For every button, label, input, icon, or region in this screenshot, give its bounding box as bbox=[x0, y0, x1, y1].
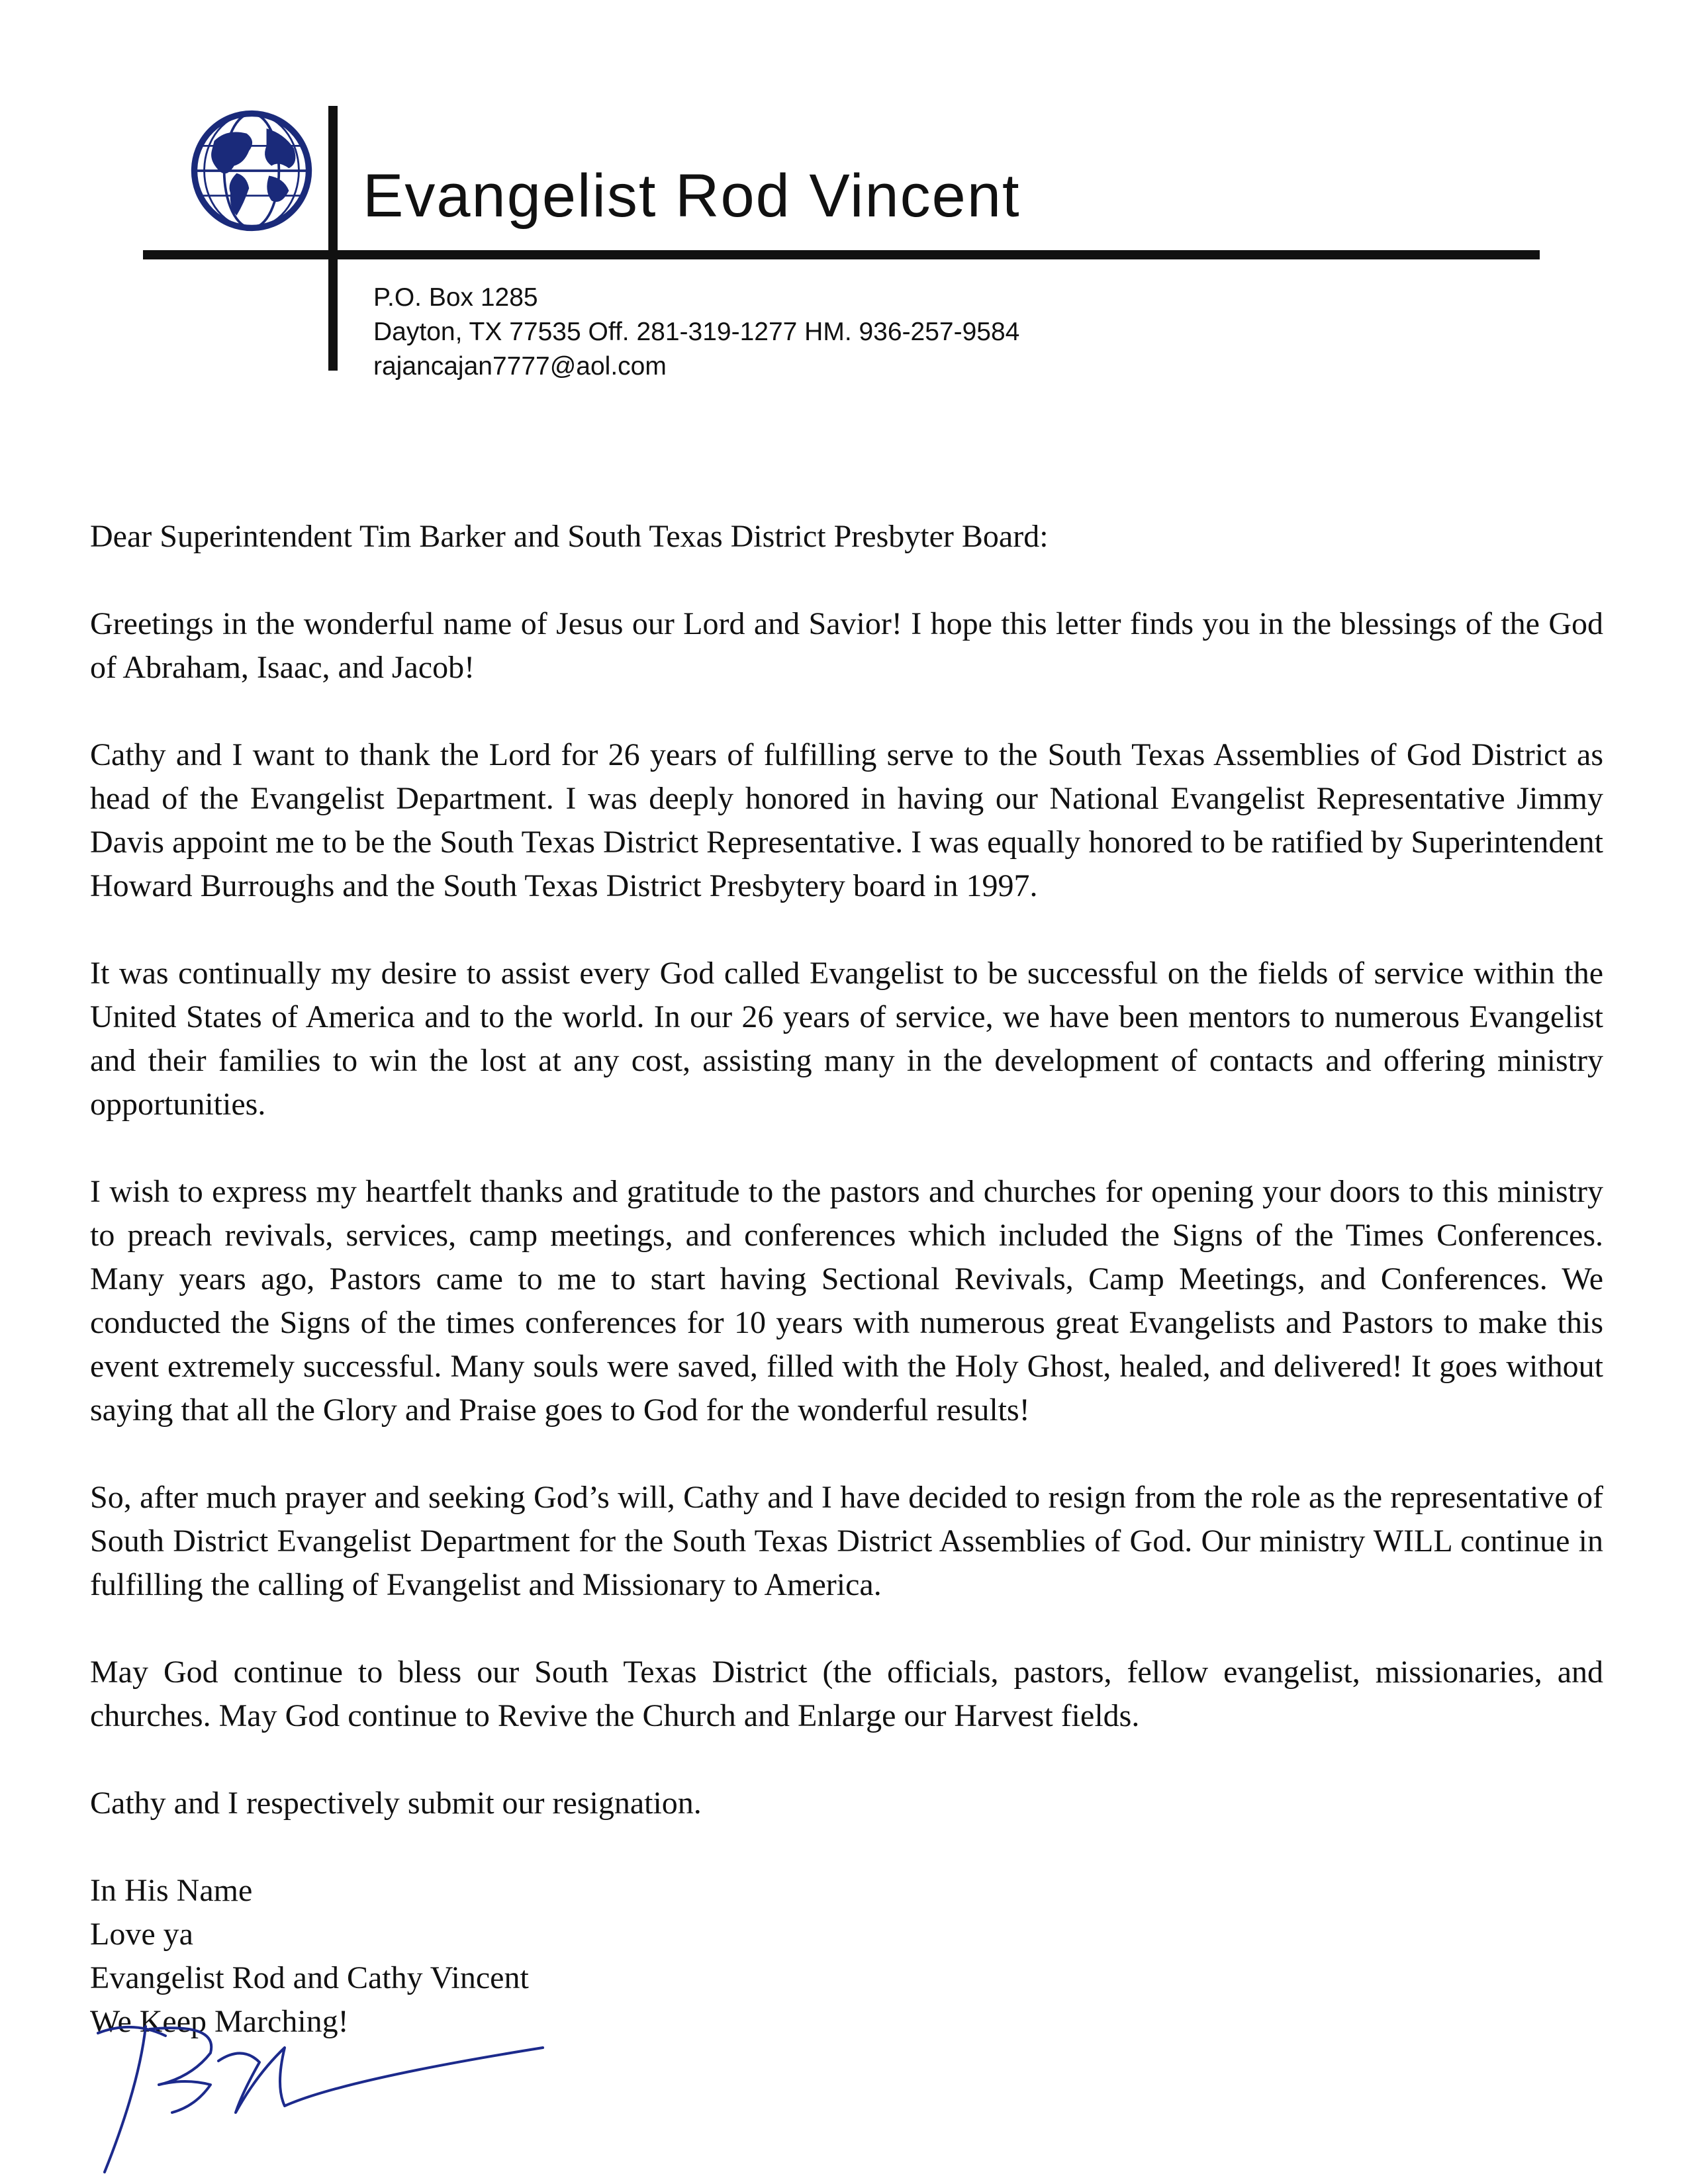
letterhead-name: Evangelist Rod Vincent bbox=[363, 162, 1021, 230]
paragraph-thanks: Cathy and I want to thank the Lord for 26 years of fulfilling serve to the South Texas Assemblies of God District as head of the Evangelist Department. I was deeply honored in having our National Evangelist Representative Jimmy Davis appoint me to be the South Texas District Representative. I was equally honored to be ratified by Superintendent Howard Burroughs and the South Texas District Presbytery board in 1997. bbox=[90, 737, 1603, 903]
letterhead-address bbox=[373, 281, 1019, 384]
paragraph-blessing: May God continue to bless our South Texas District (the officials, pastors, fellow evangelist, missionaries, and churches. May God continue to Revive the Church and Enlarge our Harvest fields. bbox=[90, 1655, 1603, 1733]
closing-line: In His Name bbox=[90, 1873, 253, 1908]
paragraph-submit: Cathy and I respectively submit our resignation. bbox=[90, 1786, 702, 1821]
closing-line: Evangelist Rod and Cathy Vincent bbox=[90, 1960, 529, 1995]
address-line-city-phones: Dayton, TX 77535 Off. 281-319-1277 HM. 936-257-9584 bbox=[373, 318, 1020, 346]
salutation: Dear Superintendent Tim Barker and South Texas District Presbyter Board: bbox=[90, 519, 1049, 554]
paragraph-desire: It was continually my desire to assist every God called Evangelist to be successful on the fields of service within the United States of America and to the world. In our 26 years of service, we have been mentors to numerous Evangelist and their families to win the lost at any cost, assisting many in the development of contacts and offering ministry opportunities. bbox=[90, 956, 1603, 1122]
letterhead-horizontal-rule bbox=[143, 250, 1540, 259]
closing-line: We Keep Marching! bbox=[90, 2004, 349, 2039]
address-email: rajancajan7777@aol.com bbox=[373, 352, 667, 381]
paragraph-gratitude: I wish to express my heartfelt thanks and gratitude to the pastors and churches for opening your doors to this ministry to preach revivals, services, camp meetings, and conferences which included the Signs of the Times Conferences. Many years ago, Pastors came to me to start having Sectional Revivals, Camp Meetings, and Conferences. We conducted the Signs of the times conferences for 10 years with numerous great Evangelists and Pastors to make this event extremely successful. Many souls were saved, filled with the Holy Ghost, healed, and delivered! It goes without saying that all the Glory and Praise goes to God for the wonderful results! bbox=[90, 1174, 1603, 1428]
address-line-po-box: P.O. Box 1285 bbox=[373, 283, 538, 312]
handwritten-signature bbox=[86, 2007, 576, 2179]
letterhead-vertical-rule bbox=[328, 106, 338, 371]
letter-body bbox=[90, 515, 1603, 2044]
paragraph-greeting: Greetings in the wonderful name of Jesus our Lord and Savior! I hope this letter finds you in the blessings of the God of Abraham, Isaac, and Jacob! bbox=[90, 606, 1603, 685]
paragraph-resignation: So, after much prayer and seeking God’s will, Cathy and I have decided to resign from the role as the representative of South District Evangelist Department for the South Texas District Assemblies of God. Our ministry WILL continue in fulfilling the calling of Evangelist and Missionary to America. bbox=[90, 1480, 1603, 1602]
closing-line: Love ya bbox=[90, 1917, 193, 1952]
globe-icon bbox=[189, 109, 314, 233]
